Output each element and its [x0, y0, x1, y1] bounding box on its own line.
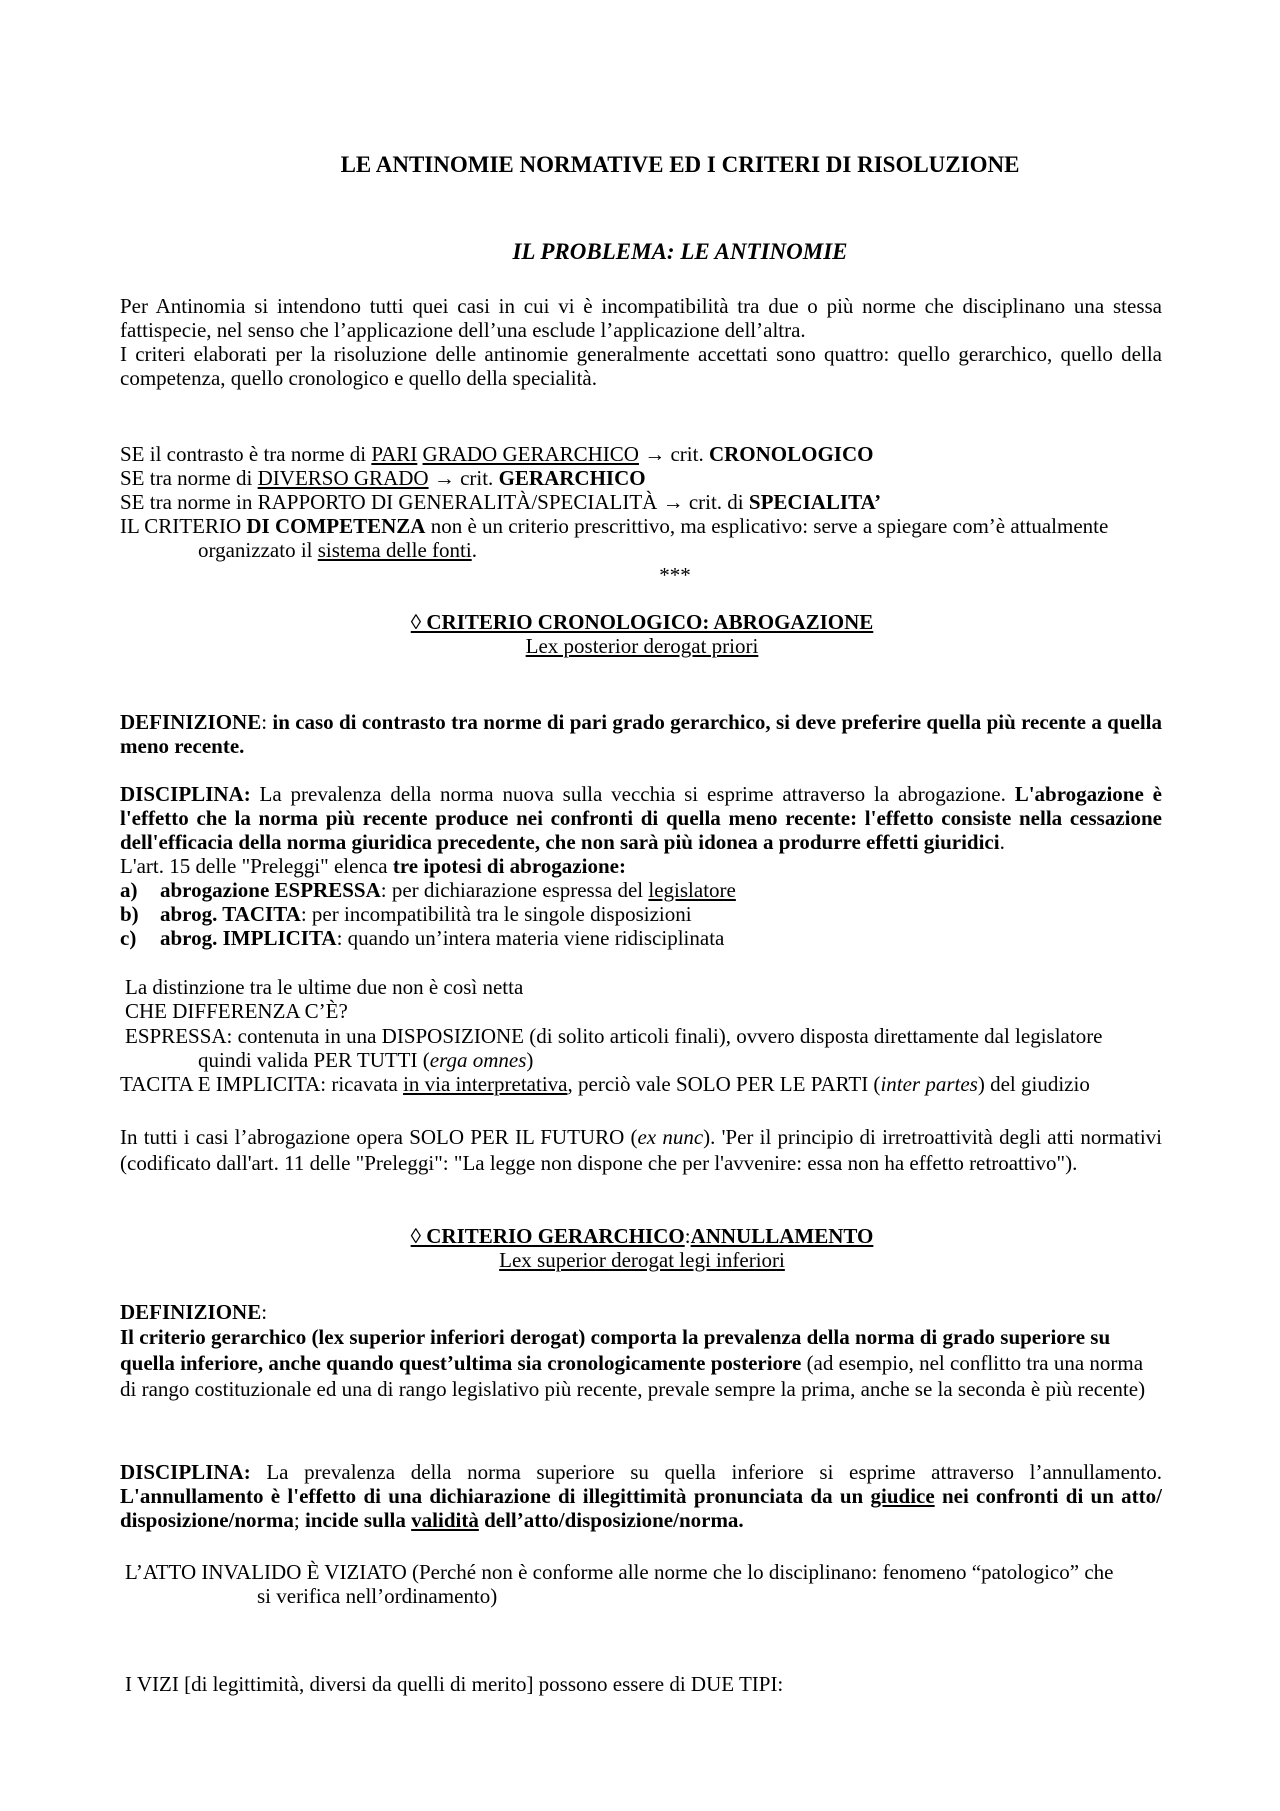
vizi-line: I VIZI [di legittimità, diversi da quelli di merito] possono essere di DUE TIPI:	[125, 1672, 784, 1696]
document-title: LE ANTINOMIE NORMATIVE ED I CRITERI DI RISOLUZIONE	[340, 152, 1020, 177]
difference-question: CHE DIFFERENZA C’È?	[125, 999, 348, 1023]
section-subtitle: IL PROBLEMA: LE ANTINOMIE	[512, 239, 848, 264]
distinction-block	[125, 975, 1162, 1023]
gerarchico-heading: ◊ CRITERIO GERARCHICO:ANNULLAMENTO	[410, 1224, 874, 1248]
abrogation-list	[120, 854, 1162, 950]
future-paragraph: In tutti i casi l’abrogazione opera SOLO PER IL FUTURO (ex nunc). 'Per il principio di irretroattività degli atti normativi (codificato dall'art. 11 delle "Preleggi": "La legge non dispone che per l'avvenire: essa non ha effetto retroattivo").	[120, 1125, 1162, 1175]
list-item: c) abrog. IMPLICITA: quando un’intera materia viene ridisciplinata	[120, 926, 725, 950]
summary-line-3: SE tra norme in RAPPORTO DI GENERALITÀ/SPECIALITÀ → crit. di SPECIALITA’	[120, 490, 882, 514]
cronologico-heading: ◊ CRITERIO CRONOLOGICO: ABROGAZIONE	[410, 610, 874, 634]
summary-line-2: SE tra norme di DIVERSO GRADO → crit. GERARCHICO	[120, 466, 646, 490]
cronologico-latin: Lex posterior derogat priori	[525, 634, 759, 658]
list-item: a) abrogazione ESPRESSA: per dichiarazione espressa del legislatore	[120, 878, 736, 902]
gerarchico-definition-label: DEFINIZIONE:	[120, 1300, 268, 1324]
abrogation-intro: L'art. 15 delle "Preleggi" elenca tre ipotesi di abrogazione:	[120, 854, 626, 878]
intro-p2: I criteri elaborati per la risoluzione delle antinomie generalmente accettati sono quattro: quello gerarchico, quello della competenza, quello cronologico e quello della specialità.	[120, 342, 1162, 390]
cronologico-discipline: DISCIPLINA: La prevalenza della norma nuova sulla vecchia si esprime attraverso la abrogazione. L'abrogazione è l'effetto che la norma più recente produce nei confronti di quella meno recente: l'effetto consiste nella cessazione dell'efficacia della norma giuridica precedente, che non sarà più idonea a produrre effetti giuridici.	[120, 782, 1162, 854]
intro-paragraph	[120, 294, 1162, 390]
definition-label: DEFINIZIONE	[120, 710, 262, 734]
summary-line-1: SE il contrasto è tra norme di PARI GRADO GERARCHICO → crit. CRONOLOGICO	[120, 442, 874, 466]
criteria-summary	[120, 442, 1162, 562]
summary-line-4: IL CRITERIO DI COMPETENZA non è un criterio prescrittivo, ma esplicativo: serve a spiegare com’è attualmente	[120, 514, 1109, 538]
intro-p1: Per Antinomia si intendono tutti quei casi in cui vi è incompatibilità tra due o più norme che disciplinano una stessa fattispecie, nel senso che l’applicazione dell’una esclude l’applicazione dell’altra.	[120, 294, 1162, 342]
discipline-label: DISCIPLINA:	[120, 782, 251, 806]
espressa-line-1: ESPRESSA: contenuta in una DISPOSIZIONE (di solito articoli finali), ovvero disposta direttamente dal legislatore	[125, 1024, 1103, 1048]
separator-stars: ***	[659, 563, 691, 587]
cronologico-definition: DEFINIZIONE: in caso di contrasto tra norme di pari grado gerarchico, si deve preferire quella più recente a quella meno recente.	[120, 710, 1162, 758]
list-item: b) abrog. TACITA: per incompatibilità tra le singole disposizioni	[120, 902, 692, 926]
distinction-text: La distinzione tra le ultime due non è così netta	[125, 975, 524, 999]
summary-line-5: organizzato il sistema delle fonti.	[198, 538, 477, 562]
espressa-line-2: quindi valida PER TUTTI (erga omnes)	[198, 1048, 534, 1072]
atto-invalido-line-2: si verifica nell’ordinamento)	[257, 1584, 498, 1608]
gerarchico-latin: Lex superior derogat legi inferiori	[499, 1248, 785, 1272]
atto-invalido-line-1: L’ATTO INVALIDO È VIZIATO (Perché non è conforme alle norme che lo disciplinano: fenomeno “patologico” che	[125, 1560, 1114, 1584]
gerarchico-discipline: DISCIPLINA: La prevalenza della norma superiore su quella inferiore si esprime attraverso l’annullamento. L'annullamento è l'effetto di una dichiarazione di illegittimità pronunciata da un giudice nei confronti di un atto/ disposizione/norma; incide sulla validità dell’atto/disposizione/norma.	[120, 1460, 1163, 1532]
tacita-line: TACITA E IMPLICITA: ricavata in via interpretativa, perciò vale SOLO PER LE PARTI (inter partes) del giudizio	[120, 1072, 1090, 1096]
gerarchico-definition: Il criterio gerarchico (lex superior inferiori derogat) comporta la prevalenza della norma di grado superiore su quella inferiore, anche quando quest’ultima sia cronologicamente posteriore (ad esempio, nel conflitto tra una norma di rango costituzionale ed una di rango legislativo più recente, prevale sempre la prima, anche se la seconda è più recente)	[120, 1325, 1146, 1401]
